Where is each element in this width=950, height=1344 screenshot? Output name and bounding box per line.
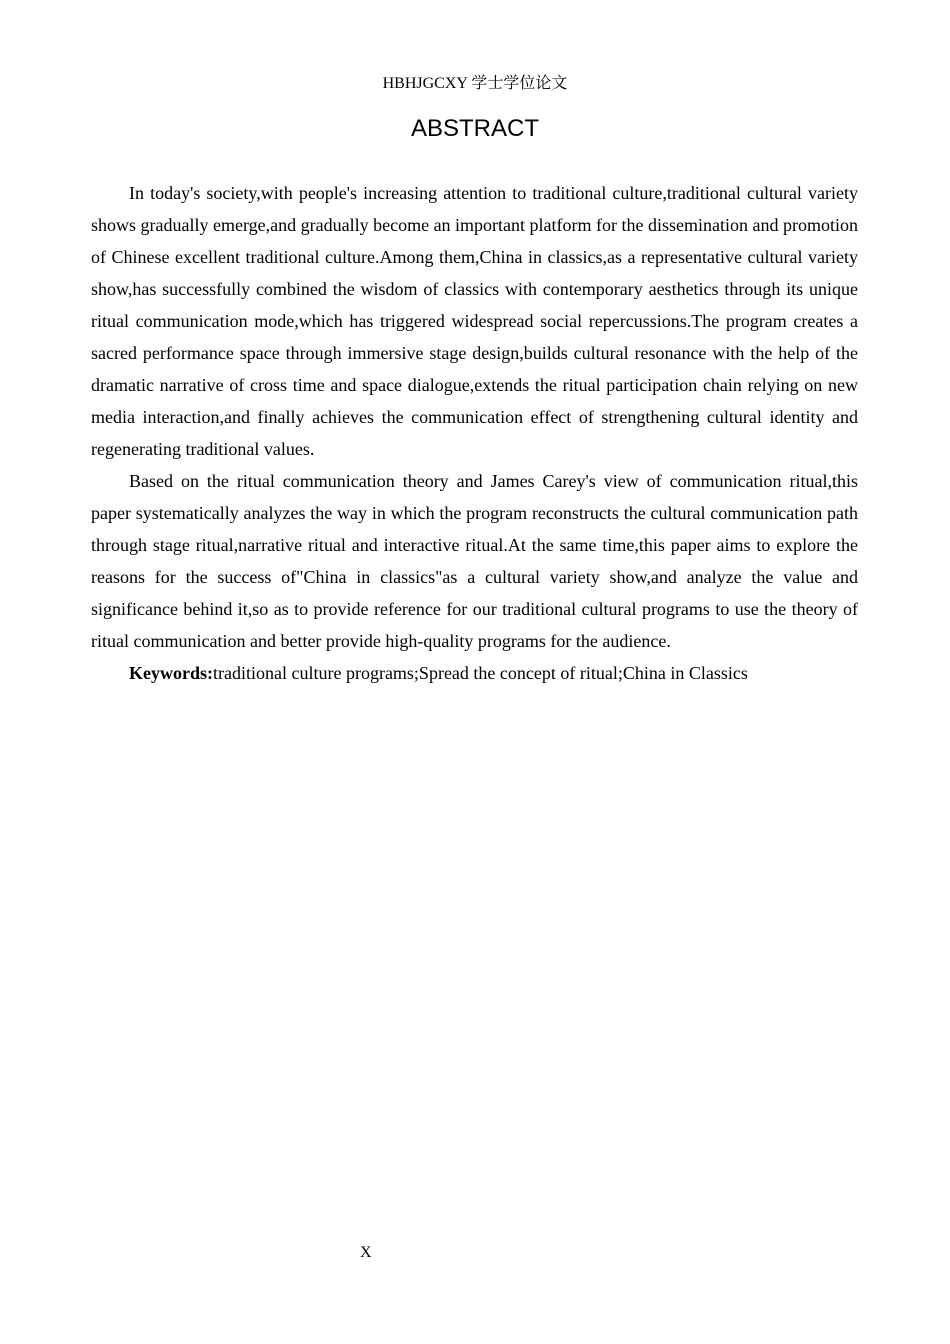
abstract-body [91,177,858,689]
page-number: X [360,1244,372,1261]
keywords-label: Keywords: [129,663,213,683]
running-header: HBHJGCXY 学士学位论文 [382,75,568,92]
keywords-line [91,657,858,689]
keywords-text: traditional culture programs;Spread the concept of ritual;China in Classics [213,663,748,683]
paragraph: In today's society,with people's increasing attention to traditional culture,traditional cultural variety shows gradually emerge,and gradually become an important platform for the dissemination and promotion of Chinese excellent traditional culture.Among them,China in classics,as a representative cultural variety show,has successfully combined the wisdom of classics with contemporary aesthetics through its unique ritual communication mode,which has triggered widespread social repercussions.The program creates a sacred performance space through immersive stage design,builds cultural resonance with the help of the dramatic narrative of cross time and space dialogue,extends the ritual participation chain relying on new media interaction,and finally achieves the communication effect of strengthening cultural identity and regenerating traditional values. [91,183,858,459]
paragraph: Based on the ritual communication theory and James Carey's view of communication ritual,this paper systematically analyzes the way in which the program reconstructs the cultural communication path through stage ritual,narrative ritual and interactive ritual.At the same time,this paper aims to explore the reasons for the success of"China in classics"as a cultural variety show,and analyze the value and significance behind it,so as to provide reference for our traditional cultural programs to use the theory of ritual communication and better provide high-quality programs for the audience. [91,471,858,651]
abstract-title: ABSTRACT [410,115,539,142]
